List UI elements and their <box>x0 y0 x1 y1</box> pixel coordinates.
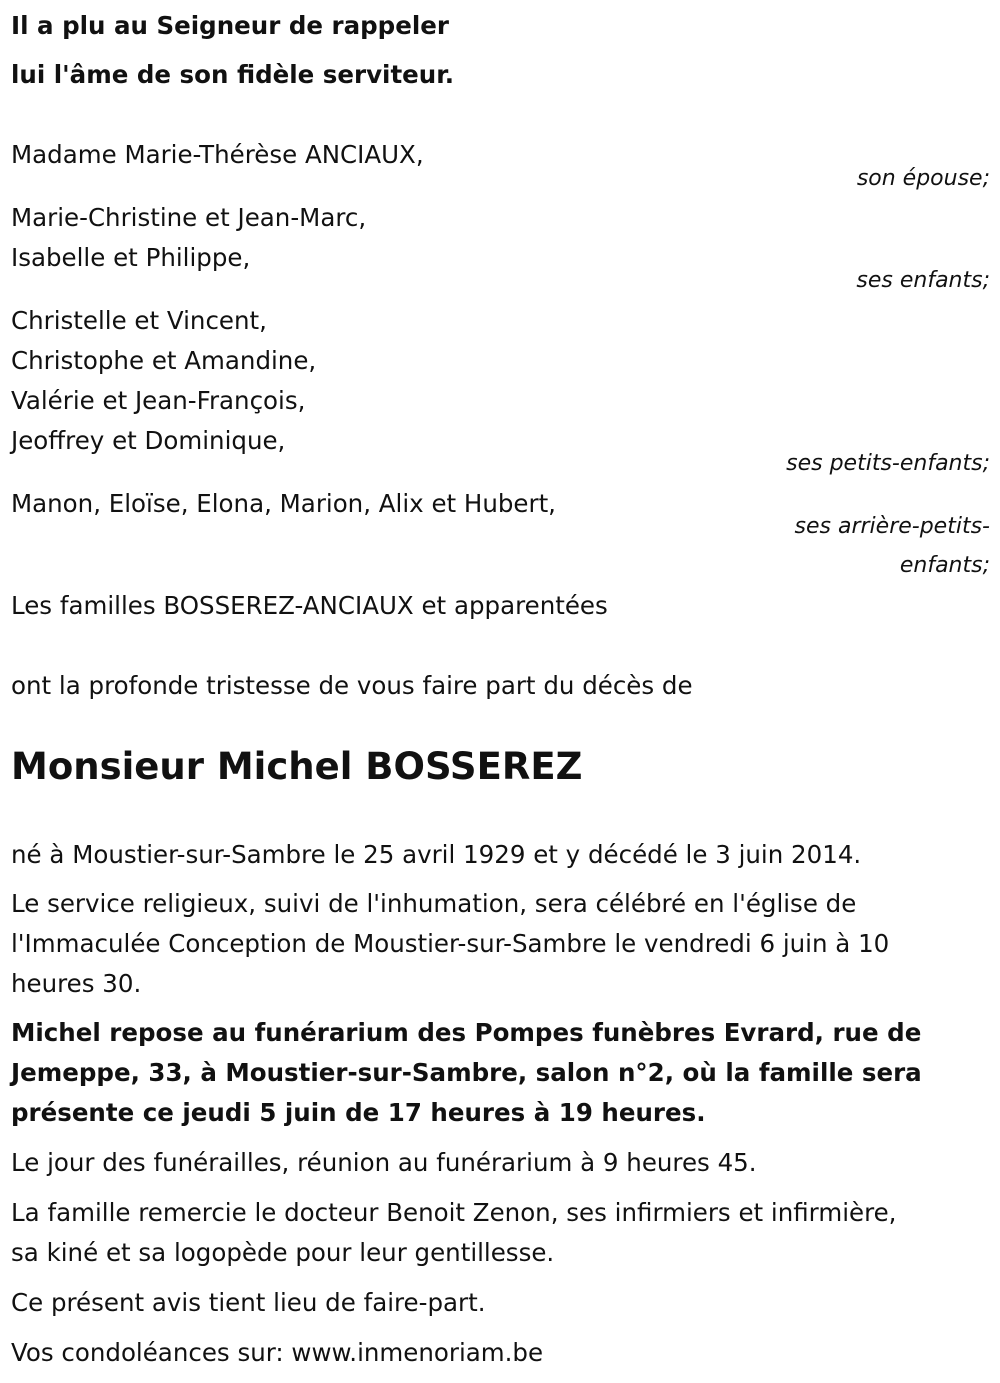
great-grandchildren-role-1: ses arrière-petits- <box>794 514 990 539</box>
grandchildren-line-3: Valérie et Jean-François, <box>11 386 306 415</box>
funerarium-line-3: présente ce jeudi 5 juin de 17 heures à 19 heures. <box>11 1098 706 1127</box>
spouse-name: Madame Marie-Thérèse ANCIAUX, <box>11 140 424 169</box>
thanks-line-1: La famille remercie le docteur Benoit Zenon, ses infirmiers et infirmière, <box>11 1198 897 1227</box>
grandchildren-line-1: Christelle et Vincent, <box>11 306 267 335</box>
intro-line-2: lui l'âme de son fidèle serviteur. <box>11 60 455 89</box>
thanks-line-2: sa kiné et sa logopède pour leur gentillesse. <box>11 1238 555 1267</box>
great-grandchildren: Manon, Eloïse, Elona, Marion, Alix et Hubert, <box>11 489 556 518</box>
condolences-line: Vos condoléances sur: www.inmenoriam.be <box>11 1338 544 1367</box>
deceased-name: Monsieur Michel BOSSEREZ <box>11 745 583 788</box>
grandchildren-role: ses petits-enfants; <box>786 451 990 476</box>
great-grandchildren-role-2: enfants; <box>899 553 990 578</box>
grandchildren-line-2: Christophe et Amandine, <box>11 346 317 375</box>
service-line-1: Le service religieux, suivi de l'inhumation, sera célébré en l'église de <box>11 889 857 918</box>
children-line-2: Isabelle et Philippe, <box>11 243 251 272</box>
spouse-role: son épouse; <box>856 166 990 191</box>
meeting-line: Le jour des funérailles, réunion au funérarium à 9 heures 45. <box>11 1148 757 1177</box>
intro-line-1: Il a plu au Seigneur de rappeler <box>11 11 449 40</box>
birth-death-line: né à Moustier-sur-Sambre le 25 avril 1929 et y décédé le 3 juin 2014. <box>11 840 862 869</box>
children-role: ses enfants; <box>856 268 990 293</box>
families-line: Les familles BOSSEREZ-ANCIAUX et apparentées <box>11 591 608 620</box>
funerarium-line-1: Michel repose au funérarium des Pompes funèbres Evrard, rue de <box>11 1018 922 1047</box>
service-line-2: l'Immaculée Conception de Moustier-sur-Sambre le vendredi 6 juin à 10 <box>11 929 890 958</box>
announcement: ont la profonde tristesse de vous faire part du décès de <box>11 671 693 700</box>
funerarium-line-2: Jemeppe, 33, à Moustier-sur-Sambre, salon n°2, où la famille sera <box>11 1058 922 1087</box>
notice-line: Ce présent avis tient lieu de faire-part. <box>11 1288 486 1317</box>
service-line-3: heures 30. <box>11 969 142 998</box>
children-line-1: Marie-Christine et Jean-Marc, <box>11 203 367 232</box>
grandchildren-line-4: Jeoffrey et Dominique, <box>11 426 286 455</box>
